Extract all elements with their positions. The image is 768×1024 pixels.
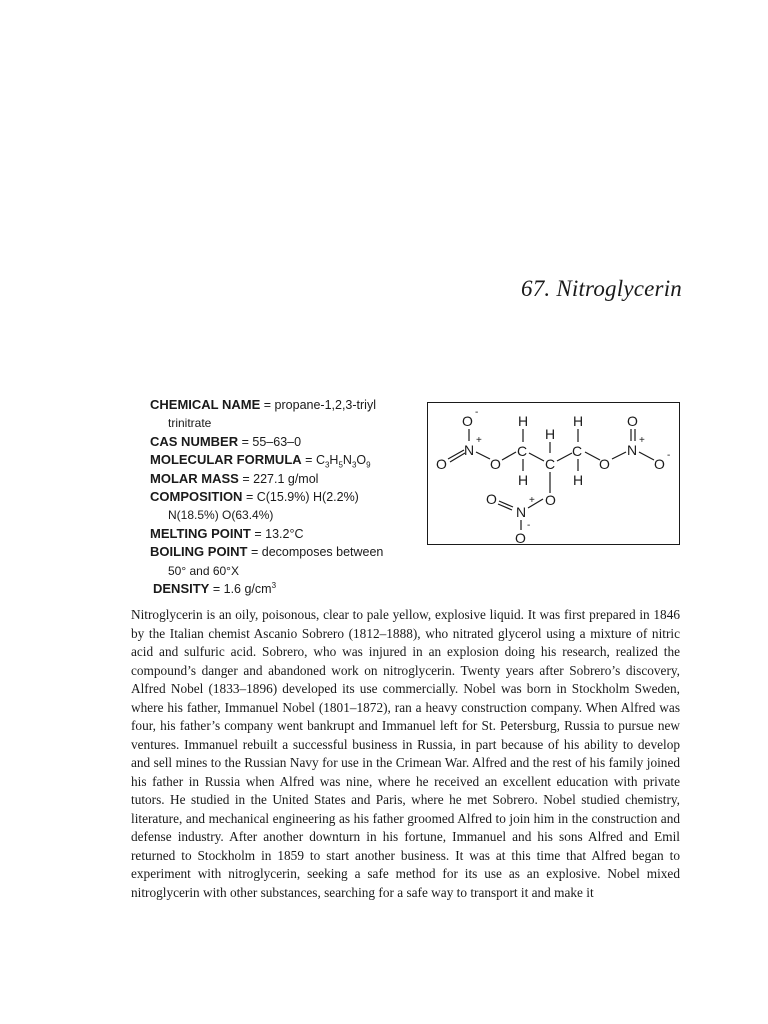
boiling-point-value: decomposes between — [261, 545, 384, 560]
structural-formula-diagram — [427, 402, 680, 545]
molar-mass-line — [150, 470, 410, 488]
composition-label: COMPOSITION — [150, 489, 243, 505]
atom-n-right: N — [627, 442, 638, 458]
formula-element-n: N — [342, 453, 352, 468]
atom-o-bottom-left: O — [486, 491, 497, 507]
equals-sign: = — [263, 398, 272, 412]
double-bond-bottom-b — [498, 504, 512, 510]
atom-h-c3-bottom: H — [573, 472, 584, 488]
chemical-name-continuation — [150, 414, 410, 432]
atom-n-bottom: N — [516, 504, 527, 520]
atom-o-top-right: O — [627, 413, 638, 429]
bond-c2-c3 — [557, 453, 572, 461]
formula-subscript: 3 — [324, 460, 330, 470]
molar-mass-label: MOLAR MASS — [150, 470, 239, 486]
equals-sign: = — [241, 434, 249, 449]
double-bond-left-b — [450, 453, 465, 462]
formula-subscript: 3 — [351, 460, 357, 470]
formula-element-h: H — [329, 453, 339, 468]
bond-n-o-right — [639, 452, 654, 460]
double-bond-bottom-a — [499, 501, 513, 507]
formula-element-o: O — [356, 453, 367, 468]
formula-subscript: 9 — [366, 460, 371, 470]
nitroglycerin-structure-svg — [428, 403, 681, 546]
equals-sign: = — [242, 471, 250, 486]
body-paragraph: Nitroglycerin is an oily, poisonous, clear to pale yellow, explosive liquid. It was first prepared in 1846 by the Italian chemist Ascanio Sobrero (1812–1888), who nitrated glycerol using a mixture of nitric acid and sulfuric acid. Sobrero, who was injured in an explosion doing his research, realized the compound’s danger and abandoned work on nitroglycerin. Twenty years after Sobrero’s discovery, Alfred Nobel (1833–1896) developed its use commercially. Nobel was born in Stockholm Sweden, where his father, Immanuel Nobel (1801–1872), ran a heavy construction company. When Alfred was four, his father’s company went bankrupt and Immanuel left for St. Petersburg, Russia to pursue new ventures. Immanuel rebuilt a successful business in Russia, in part because of his ability to develop and sell mines to the Russian Navy for use in the Crimean War. Alfred and the rest of his family joined his father in Russia when Alfred was nine, where he received an excellent education with private tutors. He studied in the United States and Paris, where he met Sobrero. Nobel studied chemistry, literature, and mechanical engineering as his father groomed Alfred to join him in the construction and defense industry. After another downturn in his fortune, Immanuel and his sons Alfred and Emil returned to Stockholm in 1859 to start another business. It was at this time that Alfred began to experiment with nitroglycerin, seeking a safe method for its use as an explosive. Nobel mixed nitroglycerin with other substances, searching for a safe way to transport it and make it — [131, 607, 680, 900]
atom-o-ester-bottom: O — [545, 492, 556, 508]
equals-sign: = — [212, 582, 221, 597]
equals-sign: = — [250, 545, 259, 560]
charge-minus-left: - — [475, 407, 479, 418]
charge-minus-bottom: - — [527, 520, 531, 531]
molecular-formula-line — [150, 451, 410, 469]
atom-o-ester-right: O — [599, 456, 610, 472]
atom-c3: C — [572, 443, 583, 459]
atom-h-c1-bottom: H — [518, 472, 529, 488]
chemical-name-cont-text: trinitrate — [168, 416, 212, 431]
density-value: 1.6 g/cm — [223, 582, 272, 597]
boiling-point-label: BOILING POINT — [150, 544, 248, 560]
boiling-point-line — [150, 543, 410, 561]
atom-o-left-end: O — [436, 456, 447, 472]
atom-h-c3-top: H — [573, 413, 584, 429]
bond-n-o-left — [476, 452, 490, 459]
atom-o-bottom-end: O — [515, 530, 526, 546]
composition-line — [150, 488, 410, 506]
density-line — [150, 580, 410, 598]
charge-minus-right: - — [667, 450, 671, 461]
molar-mass-value: 227.1 g/mol — [253, 471, 319, 486]
atom-n-left: N — [464, 442, 475, 458]
atom-h-c1-top: H — [518, 413, 529, 429]
chemical-name-value: propane-1,2,3-triyl — [274, 398, 376, 412]
melting-point-value: 13.2°C — [265, 526, 304, 541]
composition-value: C(15.9%) H(2.2%) — [256, 490, 359, 505]
melting-point-line — [150, 525, 410, 543]
density-exponent: 3 — [271, 580, 277, 590]
atom-o-top-left: O — [462, 413, 473, 429]
charge-plus-bottom: + — [529, 495, 535, 506]
atom-o-ester-left: O — [490, 456, 501, 472]
composition-continuation — [150, 506, 410, 524]
chemical-name-label: CHEMICAL NAME — [150, 397, 261, 412]
chapter-title: 67. Nitroglycerin — [521, 276, 682, 301]
bond-c3-o — [585, 452, 600, 460]
chemical-name-line — [150, 396, 410, 414]
equals-sign: = — [254, 526, 262, 541]
properties-list — [150, 396, 410, 598]
density-label: DENSITY — [153, 581, 210, 597]
melting-point-label: MELTING POINT — [150, 525, 251, 541]
bond-c1-c2 — [529, 453, 544, 461]
composition-cont-text: N(18.5%) O(63.4%) — [168, 508, 274, 523]
cas-label: CAS NUMBER — [150, 433, 239, 449]
cas-number-line — [150, 433, 410, 451]
atom-c2: C — [545, 456, 556, 472]
equals-sign: = — [305, 453, 313, 468]
formula-element-c: C — [315, 453, 325, 468]
boiling-cont-text: 50° and 60°X — [168, 563, 239, 578]
atom-h-c2-top: H — [545, 426, 556, 442]
bond-o-c1 — [502, 452, 516, 460]
atom-c1: C — [517, 443, 528, 459]
atom-o-right-end: O — [654, 456, 665, 472]
cas-value: 55–63–0 — [252, 434, 302, 449]
bond-o-n-right — [612, 452, 626, 459]
boiling-point-continuation — [150, 562, 410, 580]
formula-subscript: 5 — [338, 460, 343, 470]
formula-value — [315, 453, 371, 470]
charge-plus-left: + — [476, 435, 482, 446]
formula-label: MOLECULAR FORMULA — [150, 452, 302, 468]
charge-plus-right: + — [639, 435, 645, 446]
equals-sign: = — [245, 490, 254, 505]
